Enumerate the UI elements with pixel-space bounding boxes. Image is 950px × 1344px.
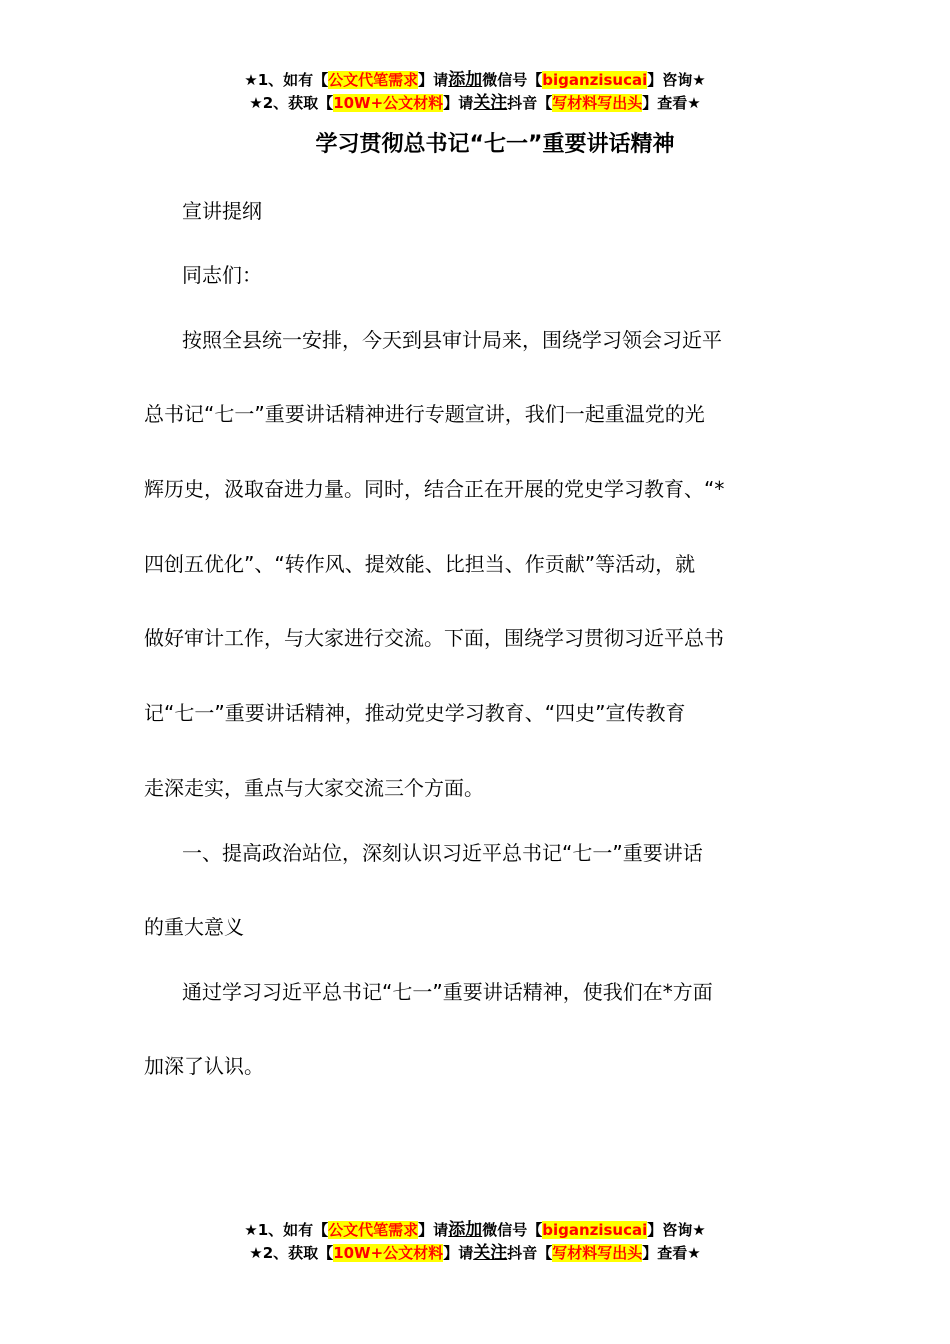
banner-line-2-highlight-2: 写材料写出头 bbox=[552, 1244, 643, 1262]
banner-line-2-suffix: 】查看★ bbox=[642, 1244, 701, 1262]
header-banner bbox=[0, 69, 950, 115]
banner-line-1 bbox=[0, 69, 950, 92]
footer-banner bbox=[0, 1219, 950, 1265]
banner-line-1-mid-1: 】请 bbox=[418, 71, 449, 89]
body-line: 通过学习习近平总书记“七一”重要讲话精神，使我们在*方面 bbox=[182, 980, 713, 1004]
banner-line-2-mid-2: 抖音【 bbox=[507, 1244, 553, 1262]
banner-line-2-highlight-2: 写材料写出头 bbox=[552, 94, 643, 112]
banner-line-2-prefix: ★2、获取【 bbox=[249, 1244, 334, 1262]
body-line: 四创五优化”、“转作风、提效能、比担当、作贡献”等活动，就 bbox=[144, 552, 696, 576]
banner-line-2-highlight-1: 10W+公文材料 bbox=[333, 94, 444, 112]
body-line: 总书记“七一”重要讲话精神进行专题宣讲，我们一起重温党的光 bbox=[144, 402, 705, 426]
document-title: 学习贯彻总书记“七一”重要讲话精神 bbox=[315, 132, 675, 157]
banner-line-2-highlight-1: 10W+公文材料 bbox=[333, 1244, 444, 1262]
banner-line-1-mid-2: 微信号【 bbox=[482, 71, 543, 89]
banner-line-2 bbox=[0, 92, 950, 115]
banner-line-2-mid-2: 抖音【 bbox=[507, 94, 553, 112]
banner-line-1-suffix: 】咨询★ bbox=[647, 71, 706, 89]
banner-line-1-prefix: ★1、如有【 bbox=[244, 71, 329, 89]
banner-line-2-mid-1: 】请 bbox=[443, 1244, 474, 1262]
banner-line-1-highlight-1: 公文代笔需求 bbox=[328, 1221, 419, 1239]
banner-line-1-mid-2: 微信号【 bbox=[482, 1221, 543, 1239]
banner-line-2-prefix: ★2、获取【 bbox=[249, 94, 334, 112]
banner-line-1-suffix: 】咨询★ bbox=[647, 1221, 706, 1239]
banner-line-1-highlight-2: biganzisucai bbox=[542, 71, 648, 89]
banner-line-1-highlight-2: biganzisucai bbox=[542, 1221, 648, 1239]
body-line-salutation: 同志们： bbox=[182, 263, 262, 287]
body-line: 加深了认识。 bbox=[144, 1054, 264, 1078]
body-line: 辉历史，汲取奋进力量。同时，结合正在开展的党史学习教育、“* bbox=[144, 477, 725, 501]
section-heading-1: 一、提高政治站位，深刻认识习近平总书记“七一”重要讲话 bbox=[182, 841, 703, 865]
body-line: 按照全县统一安排，今天到县审计局来，围绕学习领会习近平 bbox=[182, 328, 722, 352]
banner-line-2-mid-1: 】请 bbox=[443, 94, 474, 112]
banner-line-2-emphasis: 关注 bbox=[473, 93, 508, 113]
banner-line-1-prefix: ★1、如有【 bbox=[244, 1221, 329, 1239]
banner-line-1-emphasis: 添加 bbox=[448, 1220, 483, 1240]
banner-line-1-highlight-1: 公文代笔需求 bbox=[328, 71, 419, 89]
banner-line-1-emphasis: 添加 bbox=[448, 70, 483, 90]
body-line-subtitle: 宣讲提纲 bbox=[182, 199, 262, 223]
banner-line-2-emphasis: 关注 bbox=[473, 1243, 508, 1263]
body-line: 记“七一”重要讲话精神，推动党史学习教育、“四史”宣传教育 bbox=[144, 701, 686, 725]
body-line: 做好审计工作，与大家进行交流。下面，围绕学习贯彻习近平总书 bbox=[144, 626, 724, 650]
section-heading-1-cont: 的重大意义 bbox=[144, 915, 244, 939]
body-line: 走深走实，重点与大家交流三个方面。 bbox=[144, 776, 484, 800]
banner-line-1-mid-1: 】请 bbox=[418, 1221, 449, 1239]
banner-line-2 bbox=[0, 1242, 950, 1265]
banner-line-2-suffix: 】查看★ bbox=[642, 94, 701, 112]
banner-line-1 bbox=[0, 1219, 950, 1242]
